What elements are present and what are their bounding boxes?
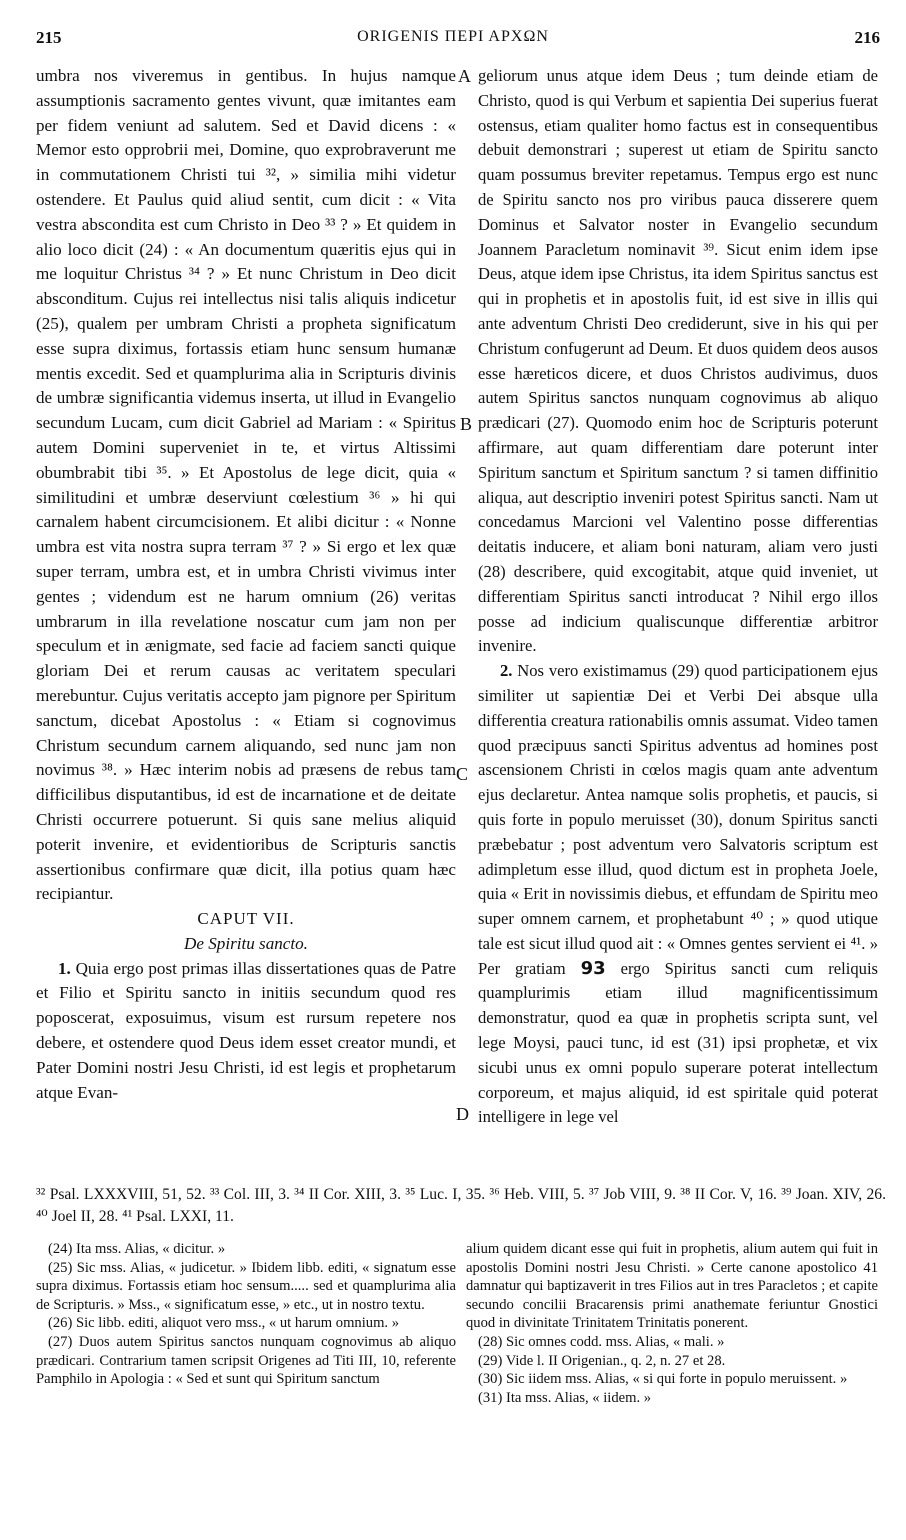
right-paragraph-2 (478, 659, 878, 1130)
left-column (36, 64, 456, 1105)
chapter-heading: CAPUT VII. (197, 909, 295, 929)
margin-marker-b: B (460, 414, 473, 434)
footnote: (28) Sic omnes codd. mss. Alias, « mali. » (478, 1333, 725, 1350)
footnote: (24) Ita mss. Alias, « dicitur. » (48, 1241, 226, 1257)
left-paragraph-1: umbra nos viveremus in gentibus. In hujus namque assumptionis sacramento gentes vivunt, quæ imitantes eam per fidem veniunt ad salutem. Sed et David dicens : « Memor esto opprobrii mei, Domine, quo exprobraverunt me in commutationem Christi tui ³², » similia mihi videtur ostendere. Et Paulus quid aliud sentit, cum dicit : « Vita vestra abscondita est cum Christo in Deo ³³ ? » Et quidem in alio loco dicit (24) : « An documentum quæritis ejus qui in me loquitur Christus ³⁴ ? » Et nunc Christum in Deo dicit absconditum. Cujus rei intellectus nisi talis aliquis indicetur (25), qualem per umbram Christi a propheta significatum esse supra diximus, fortassis etiam hunc sensum humanæ mentis excedit. Sed et quamplurima alia in Scripturis divinis de umbræ significantia videmus inserta, ut illud in Evangelio secundum Lucam, cum dicit Gabriel ad Mariam : « Spiritus autem Domini superveniet in te, et virtus Altissimi obumbrabit tibi ³⁵. » Et Apostolus de lege dicit, quia « similitudini et umbræ deserviunt cœlestium ³⁶ » hi qui carnalem habent circumcisionem. Et alibi dicitur : « Nonne umbra est vita nostra supra terram ³⁷ ? » Si ergo et lex quæ super terram, umbra est, et in umbra Christi vivimus inter gentes ; videndum est ne harum omnium (26) veritas umbrarum in illa revelatione noscatur cum jam non per speculum et in ænigmate, sed facie ad faciem sancti quique gloriam Dei et rerum causas ac veritatem speculari merebuntur. Cujus veritatis accepto jam pignore per Spiritum sanctum, dicebat Apostolus : « Etiam si cognovimus Christum secundum carnem aliquando, sed nunc jam non novimus ³⁸. » Hæc interim nobis ad præsens de rebus tam difficilibus disputantibus, id est de incarnatione et de deitate Christi occurrere potuerunt. Si quis sane melius aliquid poterit invenire, et evidentioribus de Scripturis sanctis assertionibus confirmare quæ dicit, illa potius quam hæc recipiantur. (36, 66, 456, 904)
footnote: (27) Duos autem Spiritus sanctos nunquam cognovimus ab aliquo prædicari. Contrarium tamen scripsit Origenes ad Titi III, 10, referente Pamphilo in Apologia : « Sed et sunt qui Spiritum sanctum (36, 1333, 456, 1388)
right-column (478, 64, 878, 1130)
footnote: (31) Ita mss. Alias, « iidem. » (478, 1389, 652, 1406)
left-paragraph-2 (36, 957, 456, 1106)
margin-marker-d: D (456, 1104, 469, 1124)
page-header (0, 0, 906, 66)
paragraph-number: 2. (500, 661, 513, 681)
right-paragraph-2b-text: ergo Spiritus sancti cum reliquis quamplurimis etiam illud magnificentissimum demonstratur, quod ea quæ in prophetis scripta sunt, vel lege Moysi, pauci tunc, id est (31) ipsi prophetæ, et vix sicubi unus ex omni populo superare poterat intellectum corporeum, et majus aliquid, id est spiritale quid poterat intelligere in lege vel (478, 958, 879, 1127)
references-text: ³² Psal. LXXXVIII, 51, 52. ³³ Col. III, 3. ³⁴ II Cor. XIII, 3. ³⁵ Luc. I, 35. ³⁶ Heb. VIII, 5. ³⁷ Job VIII, 9. ³⁸ II Cor. V, 16. ³⁹ Joan. XIV, 26. ⁴⁰ Joel II, 28. ⁴¹ Psal. LXXI, 11. (36, 1186, 886, 1225)
footnote: (25) Sic mss. Alias, « judicetur. » Ibidem libb. editi, « signatum esse supra diximus. Fortassis etiam hoc sensum..... sed et quamplurima alia de Scripturis. » Mss., « significatum esse, » etc., ut in nostro textu. (36, 1259, 456, 1313)
scripture-references (36, 1184, 886, 1228)
chapter-subtitle: De Spiritu sancto. (184, 933, 308, 953)
column-number: 93 (580, 957, 606, 979)
footnote: (29) Vide l. II Origenian., q. 2, n. 27 et 28. (478, 1352, 726, 1369)
footnotes-right (466, 1240, 878, 1407)
margin-marker-a: A (458, 66, 471, 86)
footnote: (26) Sic libb. editi, aliquot vero mss., « ut harum omnium. » (48, 1315, 400, 1332)
page-number-left: 215 (36, 28, 62, 47)
right-paragraph-1: geliorum unus atque idem Deus ; tum deinde etiam de Christo, quod is qui Verbum et sapientia Dei superius fuerat ostensus, etiam qualiter homo factus est in consequentibus debuit demonstrari ; superest ut etiam de Spiritu sancto quam possumus breviter repetamus. Tempus ergo est nunc de Spiritu sancto nos pro viribus pauca disserere quem Dominus et Salvator noster in Evangelio secundum Joannem Paracletum nominavit ³⁹. Sicut enim idem ipse Deus, atque idem ipse Christus, ita idem Spiritus sanctus est qui in prophetis et in apostolis fuit, id est sive in illis qui ante adventum Christi Deo crediderunt, sive in his qui per Christum confugerunt ad Deum. Et duos quidem deos ausos esse hæreticos dicere, et duos Christos audivimus, duos autem Spiritus sanctos nunquam cognovimus ab aliquo prædicari (27). Quomodo enim hoc de Scripturis poterunt affirmare, aut quam differentiam dare poterunt inter Spiritum sanctum et Spiritum sanctum ? si tamen diffinitio aliqua, aut descriptio inveniri potest Spiritus sancti. Nam ut concedamus Marcioni vel Valentino posse differentias deitatis inducere, et aliam boni naturam, aliam vero justi (28) describere, quid excogitabit, atque quid inveniet, ut differentiam Spiritus sancti introducat ? Nihil ergo illos posse ad indicium qualiscunque differentiæ arbitror invenire. (478, 66, 878, 656)
paragraph-number: 1. (58, 958, 71, 978)
page-number-right: 216 (854, 28, 880, 47)
running-title: ORIGENIS ΠΕΡΙ ΑΡΧΩΝ (357, 28, 549, 45)
margin-marker-c: C (456, 764, 469, 784)
footnote-continuation: alium quidem dicant esse qui fuit in prophetis, alium autem qui fuit in apostolis Domini nostri Jesu Christi. » Certe canone apostolico 41 damnatur qui baptizaverit in tres Filios aut in tres Paracletos ; et capite secundo concilii Bracarensis primi anathemate feriuntur Gnostici quod in divinitate Trinitatem Trinitatis ponerent. (466, 1241, 878, 1332)
footnotes-left (36, 1240, 456, 1389)
footnote: (30) Sic iidem mss. Alias, « si qui forte in populo meruissent. » (478, 1371, 848, 1388)
right-paragraph-2a-text: Nos vero existimamus (29) quod participationem ejus similiter ut sapientiæ Dei et Verbi Dei absque ulla differentia creatura rationabilis omnis assumat. Video tamen quod præcipuus sancti Spiritus adventus ad homines post ascensionem Christi in cœlos magis quam ante adventum ejus declaretur. Antea namque solis prophetis, et paucis, si quis forte in populo meruisset (30), donum Spiritus sancti præbebatur ; post adventum vero Salvatoris scriptum est adimpletum esse illud, quod dictum est in propheta Joele, quia « Erit in novissimis diebus, et effundam de Spiritu meo super omnem carnem, et prophetabunt ⁴⁰ ; » quod utique tale est sicut illud quod ait : « Omnes gentes servient ei ⁴¹. » Per gratiam (478, 661, 878, 978)
left-paragraph-2-text: Quia ergo post primas illas dissertationes quas de Patre et Filio et Spiritu sancto in initiis secundum quod res poposcerat, exposuimus, visum est rursum repetere nos debere, et ostendere quod Deus idem esset creator mundi, et Pater Domini nostri Jesu Christi, id est legis et prophetarum atque Evan- (36, 958, 456, 1102)
